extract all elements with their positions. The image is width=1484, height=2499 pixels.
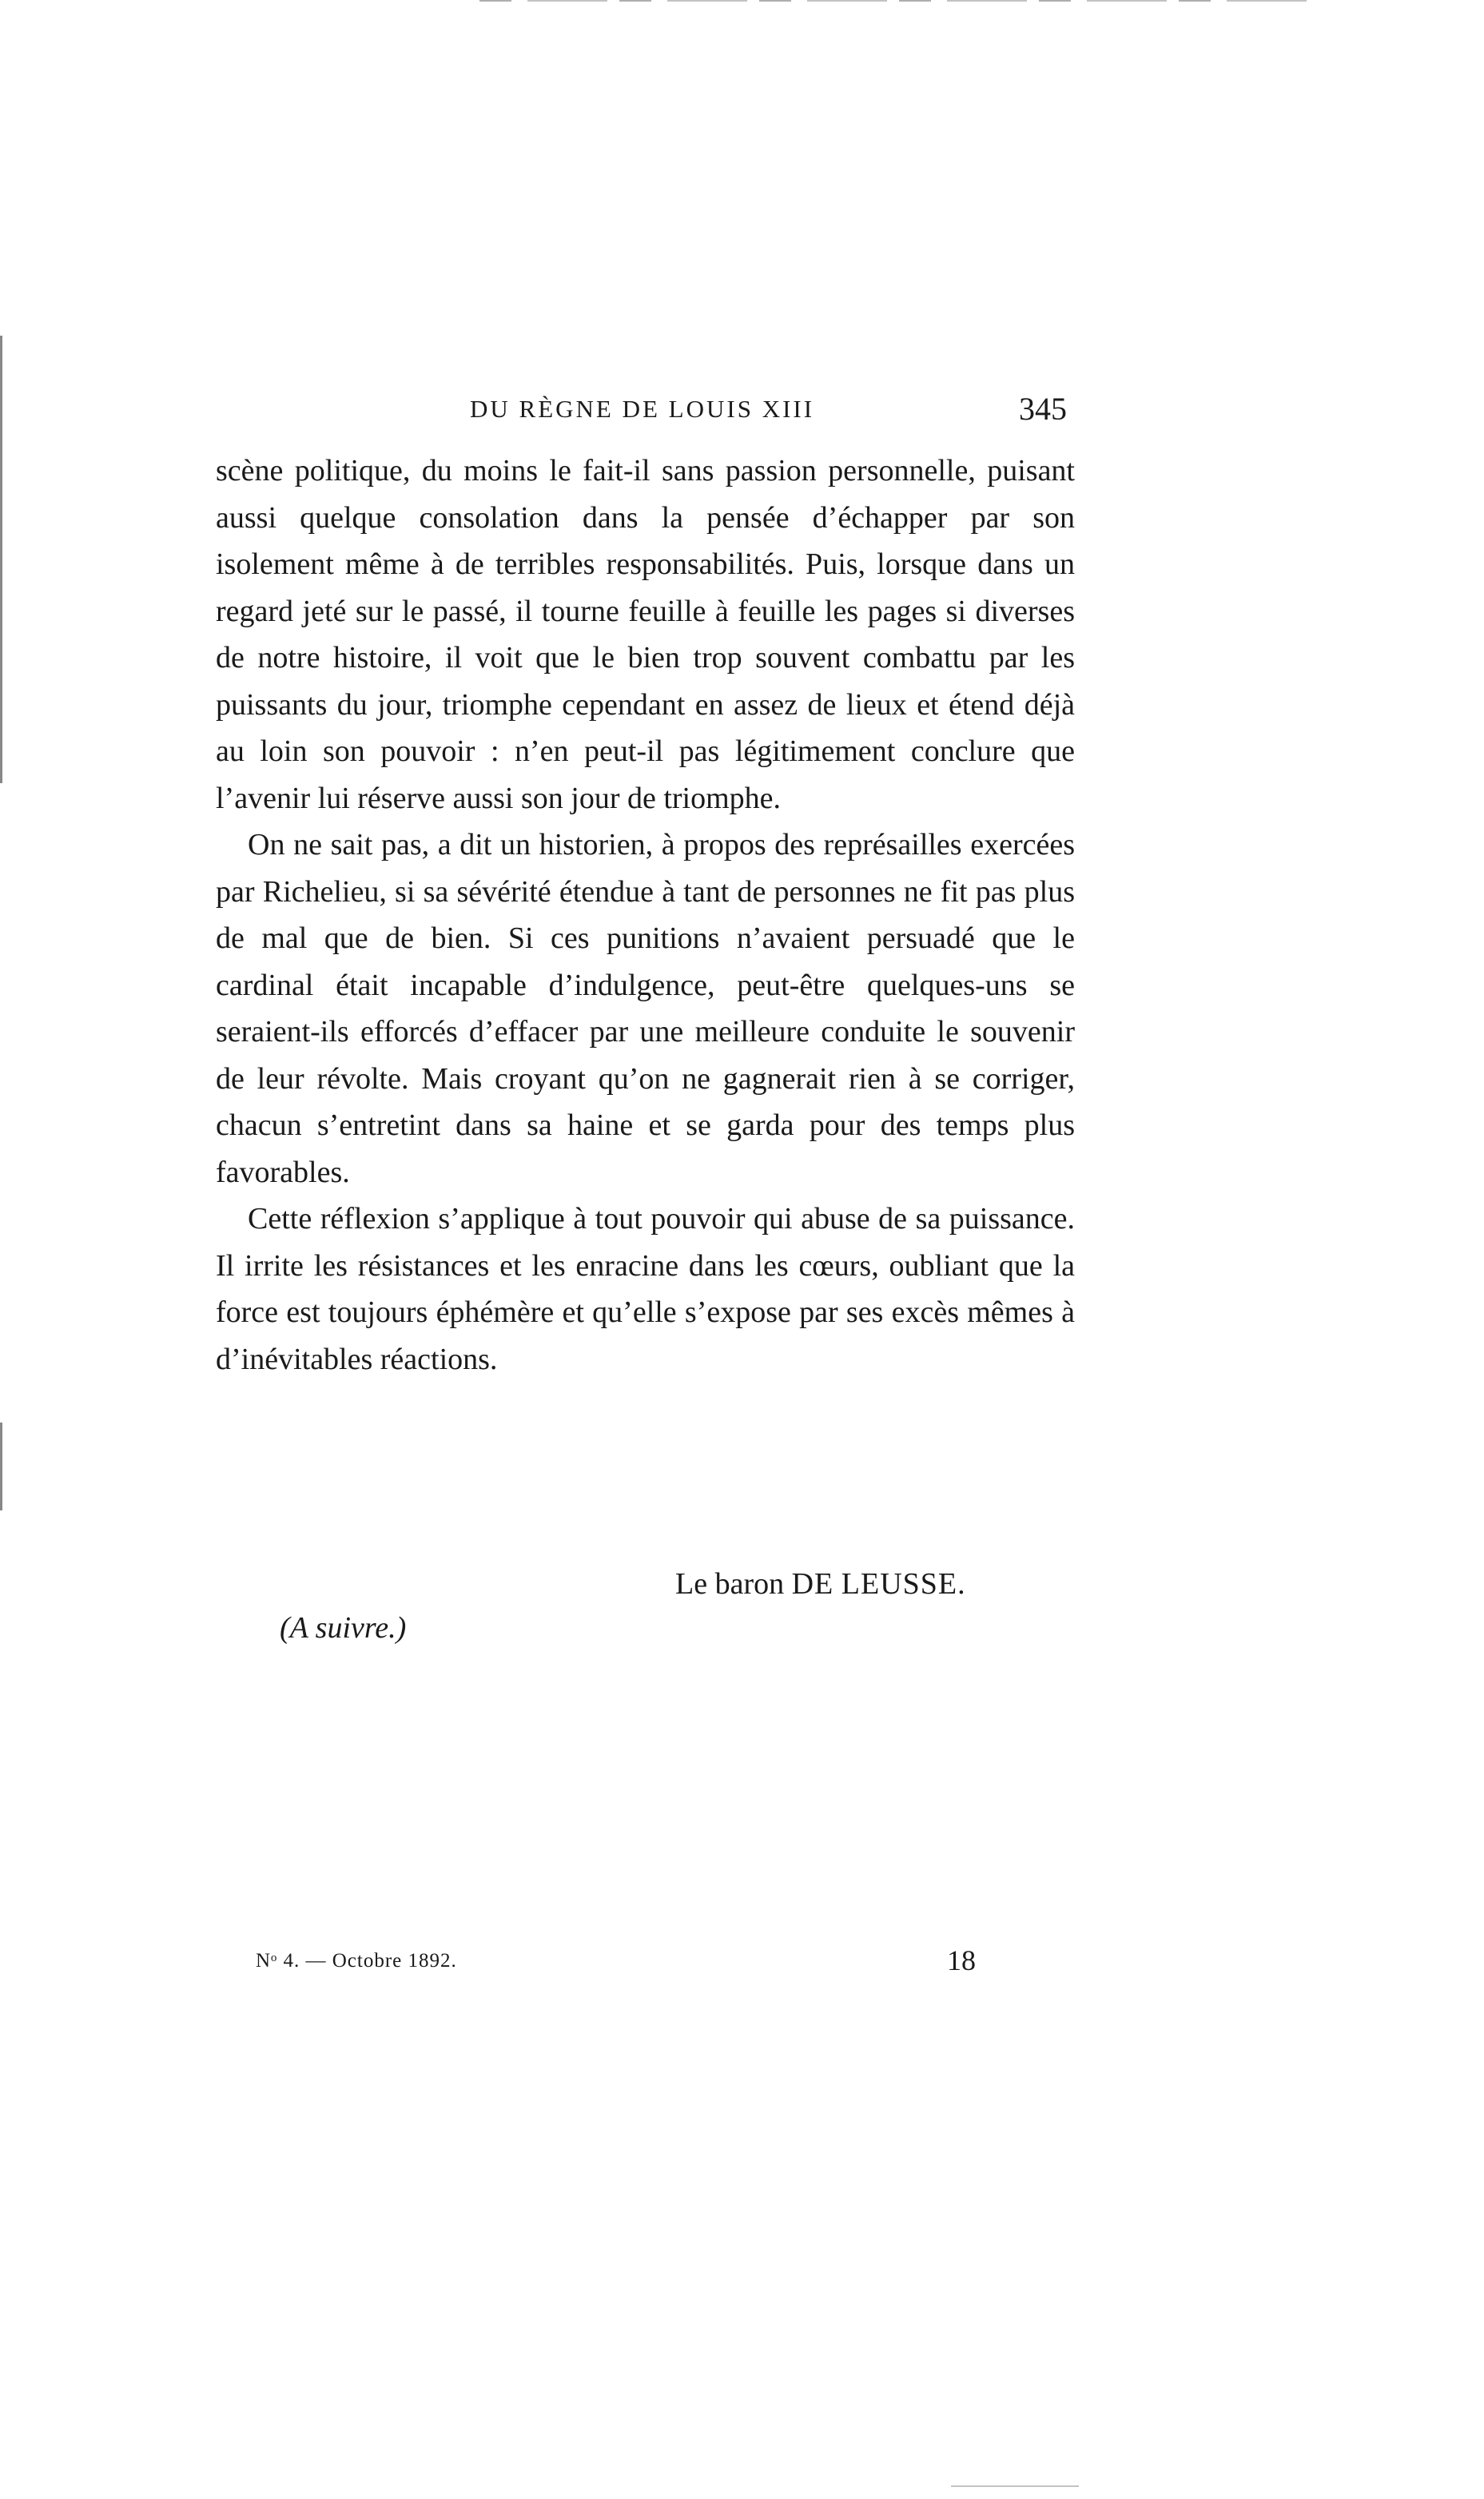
paragraph: Cette réflexion s’applique à tout pouvoir qui abuse de sa puissance. Il irrite les résistances et les enracine dans les cœurs, oubliant que la force est toujours éphémère et qu’elle s’expose par ses excès mêmes à d’inévitables réactions. — [216, 1202, 1075, 1376]
to-be-continued: (A suivre.) — [280, 1611, 407, 1645]
running-head — [216, 390, 1075, 438]
scan-edge-left-mark — [0, 336, 2, 783]
issue-line: Nᵒ 4. — Octobre 1892. — [256, 1950, 457, 1972]
paragraph: On ne sait pas, a dit un historien, à propos des représailles exercées par Richelieu, si sa sévérité étendue à tant de personnes ne fit pas plus de mal que de bien. Si ces punitions n’avaient persuadé que le cardinal était incapable d’indulgence, peut-être quelques-uns se seraient-ils efforcés d’effacer par une meilleure conduite le souvenir de leur révolte. Mais croyant qu’on ne gagnerait rien à se corriger, chacun s’entretint dans sa haine et se garda pour des temps plus favorables. — [216, 828, 1075, 1189]
running-title: DU RÈGNE DE LOUIS XIII — [470, 395, 815, 423]
signature-mark: 18 — [947, 1944, 976, 1976]
author-signature — [675, 1566, 966, 1602]
signature-particle: DE — [791, 1567, 834, 1601]
page-footer — [216, 1944, 1075, 1984]
page-number: 345 — [1019, 391, 1067, 427]
scan-edge-left-mark — [0, 1423, 2, 1510]
scan-edge-top — [479, 0, 1319, 2]
scan-edge-bottom — [951, 2485, 1079, 2487]
text-body — [216, 448, 1075, 1383]
paragraph-continued: scène politique, du moins le fait-il sans passion personnelle, puisant aussi quelque consolation dans la pensée d’échapper par son isolement même à de terribles responsabilités. Puis, lorsque dans un regard jeté sur le passé, il tourne feuille à feuille les pages si diverses de notre histoire, il voit que le bien trop souvent combattu par les puissants du jour, triomphe cependant en assez de lieux et étend déjà au loin son pouvoir : n’en peut-il pas légitimement conclure que l’avenir lui réserve aussi son jour de triomphe. — [216, 454, 1075, 815]
signature-prefix: Le baron — [675, 1567, 785, 1601]
signature-name: LEUSSE. — [841, 1567, 966, 1601]
